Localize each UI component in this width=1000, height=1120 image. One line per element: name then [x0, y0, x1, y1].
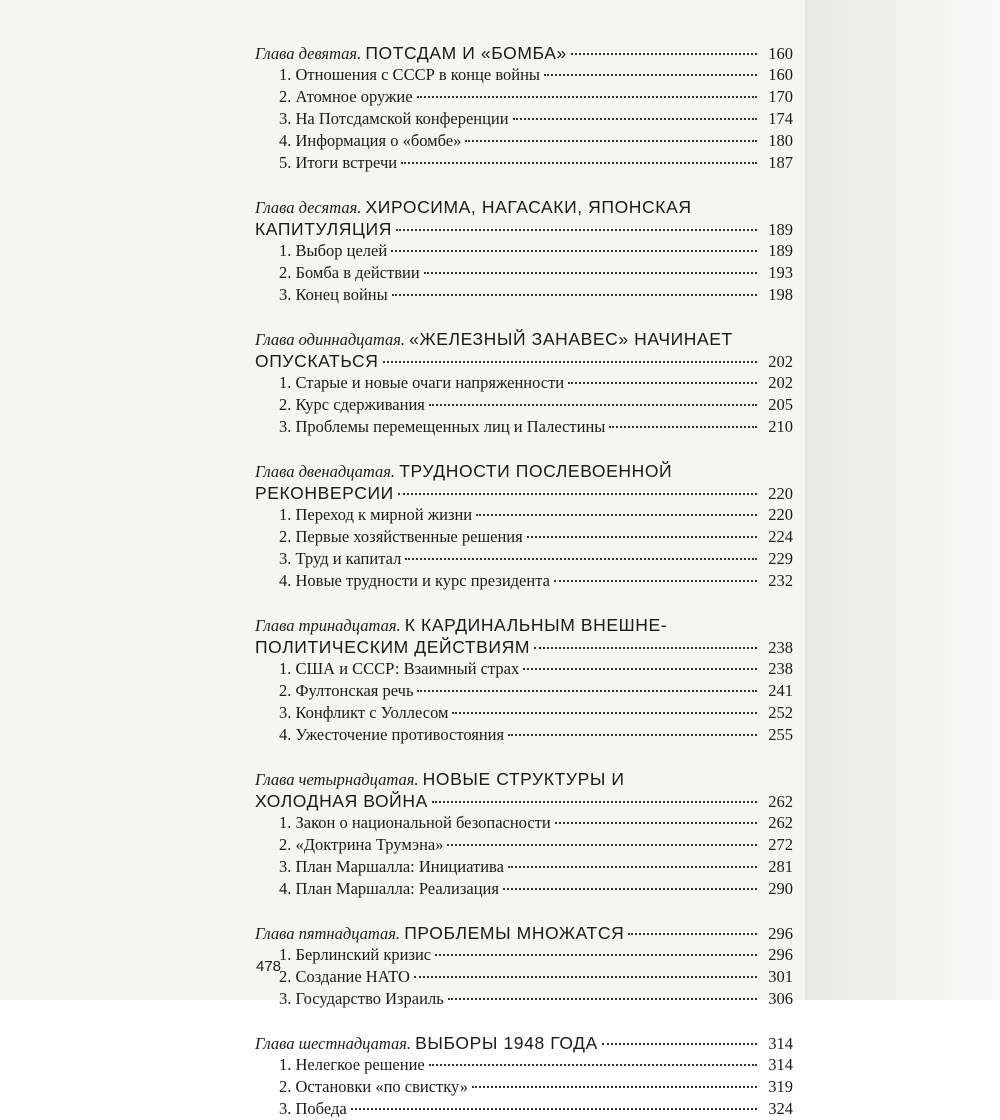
- chapter-spacer: [255, 438, 793, 460]
- chapter-page-number: 202: [768, 352, 793, 371]
- chapter-heading-text: [255, 922, 624, 945]
- toc-section-entry[interactable]: [255, 64, 793, 86]
- dot-leader: [472, 1086, 757, 1088]
- dot-leader: [527, 536, 757, 538]
- section-page-number: 324: [768, 1099, 793, 1118]
- chapter-heading-text: [255, 790, 428, 813]
- toc-chapter: [255, 614, 793, 746]
- chapter-page-number: 314: [768, 1034, 793, 1053]
- chapter-heading-line[interactable]: [255, 1032, 793, 1054]
- dot-leader: [554, 580, 757, 582]
- chapter-title: ПОТСДАМ И «БОМБА»: [365, 43, 567, 63]
- chapter-label: Глава пятнадцатая.: [255, 924, 401, 943]
- chapter-title: ХОЛОДНАЯ ВОЙНА: [255, 791, 428, 811]
- dot-leader: [544, 74, 757, 76]
- section-page-number: 255: [768, 725, 793, 744]
- section-page-number: 301: [768, 967, 793, 986]
- chapter-title: К КАРДИНАЛЬНЫМ ВНЕШНЕ-: [404, 615, 668, 635]
- section-page-number: 174: [768, 109, 793, 128]
- chapter-title: НОВЫЕ СТРУКТУРЫ И: [422, 769, 625, 789]
- toc-section-entry[interactable]: [255, 856, 793, 878]
- toc-section-entry[interactable]: [255, 262, 793, 284]
- toc-section-entry[interactable]: [255, 526, 793, 548]
- chapter-title: КАПИТУЛЯЦИЯ: [255, 219, 392, 239]
- chapter-heading-text: [255, 218, 392, 241]
- toc-section-entry[interactable]: [255, 372, 793, 394]
- toc-section-entry[interactable]: [255, 724, 793, 746]
- section-page-number: 241: [768, 681, 793, 700]
- toc-chapter: [255, 460, 793, 592]
- dot-leader: [609, 426, 757, 428]
- chapter-title: ХИРОСИМА, НАГАСАКИ, ЯПОНСКАЯ: [365, 197, 692, 217]
- chapter-heading-line[interactable]: [255, 482, 793, 504]
- section-title: 1. Переход к мирной жизни: [279, 505, 473, 524]
- toc-chapter: [255, 768, 793, 900]
- toc-section-entry[interactable]: [255, 1054, 793, 1076]
- chapter-page-number: 238: [768, 638, 793, 657]
- chapter-label: Глава двенадцатая.: [255, 462, 396, 481]
- section-title: 2. Курс сдерживания: [279, 395, 425, 414]
- chapter-label: Глава девятая.: [255, 44, 362, 63]
- section-title: 2. Атомное оружие: [279, 87, 413, 106]
- chapter-title: «ЖЕЛЕЗНЫЙ ЗАНАВЕС» НАЧИНАЕТ: [409, 329, 733, 349]
- chapter-spacer: [255, 746, 793, 768]
- chapter-heading-line[interactable]: [255, 218, 793, 240]
- dot-leader: [568, 382, 757, 384]
- chapter-title: ПРОБЛЕМЫ МНОЖАТСЯ: [404, 923, 625, 943]
- section-page-number: 232: [768, 571, 793, 590]
- toc-section-entry[interactable]: [255, 878, 793, 900]
- toc-section-entry[interactable]: [255, 152, 793, 174]
- section-page-number: 160: [768, 65, 793, 84]
- chapter-title: ОПУСКАТЬСЯ: [255, 351, 379, 371]
- toc-section-entry[interactable]: [255, 834, 793, 856]
- toc-section-entry[interactable]: [255, 108, 793, 130]
- toc-chapter: [255, 922, 793, 1010]
- chapter-heading-text: [255, 198, 692, 217]
- dot-leader: [414, 976, 757, 978]
- toc-section-entry[interactable]: [255, 548, 793, 570]
- toc-section-entry[interactable]: [255, 702, 793, 724]
- section-title: 5. Итоги встречи: [279, 153, 398, 172]
- chapter-heading-line[interactable]: [255, 42, 793, 64]
- dot-leader: [503, 888, 757, 890]
- chapter-heading-line[interactable]: [255, 328, 793, 350]
- dot-leader: [396, 229, 757, 231]
- dot-leader: [602, 1043, 757, 1045]
- toc-section-entry[interactable]: [255, 1098, 793, 1120]
- dot-leader: [513, 118, 757, 120]
- dot-leader: [351, 1108, 757, 1110]
- section-title: 2. Фултонская речь: [279, 681, 414, 700]
- toc-section-entry[interactable]: [255, 240, 793, 262]
- chapter-heading-line[interactable]: [255, 790, 793, 812]
- chapter-heading-line[interactable]: [255, 614, 793, 636]
- chapter-heading-line[interactable]: [255, 196, 793, 218]
- dot-leader: [465, 140, 757, 142]
- toc-section-entry[interactable]: [255, 504, 793, 526]
- section-page-number: 229: [768, 549, 793, 568]
- chapter-heading-text: [255, 462, 672, 481]
- chapter-label: Глава тринадцатая.: [255, 616, 401, 635]
- toc-chapter: [255, 42, 793, 174]
- section-title: 3. Конфликт с Уоллесом: [279, 703, 449, 722]
- section-title: 1. США и СССР: Взаимный страх: [279, 659, 520, 678]
- toc-section-entry[interactable]: [255, 812, 793, 834]
- dot-leader: [508, 866, 757, 868]
- dot-leader: [523, 668, 757, 670]
- section-title: 1. Отношения с СССР в конце войны: [279, 65, 541, 84]
- dot-leader: [476, 514, 757, 516]
- section-title: 4. Информация о «бомбе»: [279, 131, 462, 150]
- toc-section-entry[interactable]: [255, 130, 793, 152]
- dot-leader: [424, 272, 757, 274]
- section-page-number: 314: [768, 1055, 793, 1074]
- section-title: 2. Бомба в действии: [279, 263, 420, 282]
- chapter-spacer: [255, 174, 793, 196]
- section-title: 4. План Маршалла: Реализация: [279, 879, 499, 898]
- section-title: 3. Конец войны: [279, 285, 388, 304]
- chapter-label: Глава четырнадцатая.: [255, 770, 419, 789]
- dot-leader: [417, 690, 757, 692]
- dot-leader: [417, 96, 757, 98]
- dot-leader: [435, 954, 757, 956]
- chapter-spacer: [255, 306, 793, 328]
- chapter-page-number: 262: [768, 792, 793, 811]
- section-title: 3. План Маршалла: Инициатива: [279, 857, 504, 876]
- chapter-heading-text: [255, 350, 379, 373]
- toc-section-entry[interactable]: [255, 284, 793, 306]
- section-page-number: 290: [768, 879, 793, 898]
- section-title: 2. Первые хозяйственные решения: [279, 527, 523, 546]
- chapter-page-number: 220: [768, 484, 793, 503]
- chapter-page-number: 160: [768, 44, 793, 63]
- chapter-label: Глава одиннадцатая.: [255, 330, 406, 349]
- chapter-spacer: [255, 592, 793, 614]
- section-page-number: 202: [768, 373, 793, 392]
- section-page-number: 281: [768, 857, 793, 876]
- dot-leader: [429, 1064, 757, 1066]
- dot-leader: [447, 844, 757, 846]
- chapter-heading-text: [255, 42, 567, 65]
- dot-leader: [628, 933, 757, 935]
- toc-section-entry[interactable]: [255, 570, 793, 592]
- section-page-number: 262: [768, 813, 793, 832]
- section-page-number: 170: [768, 87, 793, 106]
- dot-leader: [432, 801, 757, 803]
- dot-leader: [392, 294, 757, 296]
- toc-section-entry[interactable]: [255, 394, 793, 416]
- section-title: 1. Выбор целей: [279, 241, 388, 260]
- section-page-number: 252: [768, 703, 793, 722]
- section-title: 3. Труд и капитал: [279, 549, 402, 568]
- chapter-spacer: [255, 1010, 793, 1032]
- page-number: 478: [256, 958, 282, 975]
- chapter-heading-text: [255, 636, 530, 659]
- toc-section-entry[interactable]: [255, 680, 793, 702]
- toc-section-entry[interactable]: [255, 988, 793, 1010]
- chapter-title: РЕКОНВЕРСИИ: [255, 483, 394, 503]
- dot-leader: [405, 558, 757, 560]
- dot-leader: [383, 361, 757, 363]
- toc-section-entry[interactable]: [255, 658, 793, 680]
- chapter-title: ВЫБОРЫ 1948 ГОДА: [415, 1033, 598, 1053]
- chapter-heading-text: [255, 770, 625, 789]
- chapter-label: Глава десятая.: [255, 198, 362, 217]
- section-title: 1. Старые и новые очаги напряженности: [279, 373, 565, 392]
- dot-leader: [391, 250, 757, 252]
- section-title: 1. Берлинский кризис: [279, 945, 432, 964]
- toc-section-entry[interactable]: [255, 86, 793, 108]
- section-title: 2. Остановки «по свистку»: [279, 1077, 468, 1096]
- dot-leader: [571, 53, 757, 55]
- section-title: 2. Создание НАТО: [279, 967, 410, 986]
- dot-leader: [508, 734, 757, 736]
- chapter-spacer: [255, 900, 793, 922]
- chapter-heading-line[interactable]: [255, 460, 793, 482]
- section-title: 4. Новые трудности и курс президента: [279, 571, 550, 590]
- section-title: 1. Нелегкое решение: [279, 1055, 425, 1074]
- chapter-heading-line[interactable]: [255, 636, 793, 658]
- chapter-heading-text: [255, 1032, 598, 1055]
- section-page-number: 210: [768, 417, 793, 436]
- page-gutter-shadow: [805, 0, 1000, 1000]
- section-page-number: 238: [768, 659, 793, 678]
- toc-chapter: [255, 196, 793, 306]
- section-page-number: 180: [768, 131, 793, 150]
- dot-leader: [452, 712, 757, 714]
- toc-chapter: [255, 328, 793, 438]
- section-page-number: 319: [768, 1077, 793, 1096]
- chapter-heading-text: [255, 616, 667, 635]
- toc-section-entry[interactable]: [255, 416, 793, 438]
- toc-chapter: [255, 1032, 793, 1120]
- chapter-title: ТРУДНОСТИ ПОСЛЕВОЕННОЙ: [399, 461, 673, 481]
- section-title: 2. «Доктрина Трумэна»: [279, 835, 444, 854]
- chapter-label: Глава шестнадцатая.: [255, 1034, 412, 1053]
- chapter-page-number: 296: [768, 924, 793, 943]
- section-title: 3. Победа: [279, 1099, 347, 1118]
- chapter-heading-line[interactable]: [255, 922, 793, 944]
- section-title: 1. Закон о национальной безопасности: [279, 813, 551, 832]
- chapter-title: ПОЛИТИЧЕСКИМ ДЕЙСТВИЯМ: [255, 637, 531, 657]
- toc-section-entry[interactable]: [255, 1076, 793, 1098]
- chapter-heading-line[interactable]: [255, 350, 793, 372]
- section-page-number: 187: [768, 153, 793, 172]
- toc-section-entry[interactable]: [255, 944, 793, 966]
- chapter-page-number: 189: [768, 220, 793, 239]
- dot-leader: [401, 162, 757, 164]
- section-title: 3. На Потсдамской конференции: [279, 109, 509, 128]
- chapter-heading-text: [255, 482, 394, 505]
- section-page-number: 272: [768, 835, 793, 854]
- section-title: 3. Проблемы перемещенных лиц и Палестины: [279, 417, 606, 436]
- section-title: 3. Государство Израиль: [279, 989, 444, 1008]
- section-page-number: 220: [768, 505, 793, 524]
- chapter-heading-line[interactable]: [255, 768, 793, 790]
- section-page-number: 296: [768, 945, 793, 964]
- chapter-heading-text: [255, 330, 733, 349]
- section-page-number: 224: [768, 527, 793, 546]
- toc-section-entry[interactable]: [255, 966, 793, 988]
- section-page-number: 193: [768, 263, 793, 282]
- section-page-number: 205: [768, 395, 793, 414]
- dot-leader: [534, 647, 757, 649]
- section-page-number: 189: [768, 241, 793, 260]
- table-of-contents: [255, 42, 793, 1120]
- section-page-number: 306: [768, 989, 793, 1008]
- dot-leader: [555, 822, 757, 824]
- dot-leader: [429, 404, 757, 406]
- section-title: 4. Ужесточение противостояния: [279, 725, 505, 744]
- section-page-number: 198: [768, 285, 793, 304]
- dot-leader: [398, 493, 757, 495]
